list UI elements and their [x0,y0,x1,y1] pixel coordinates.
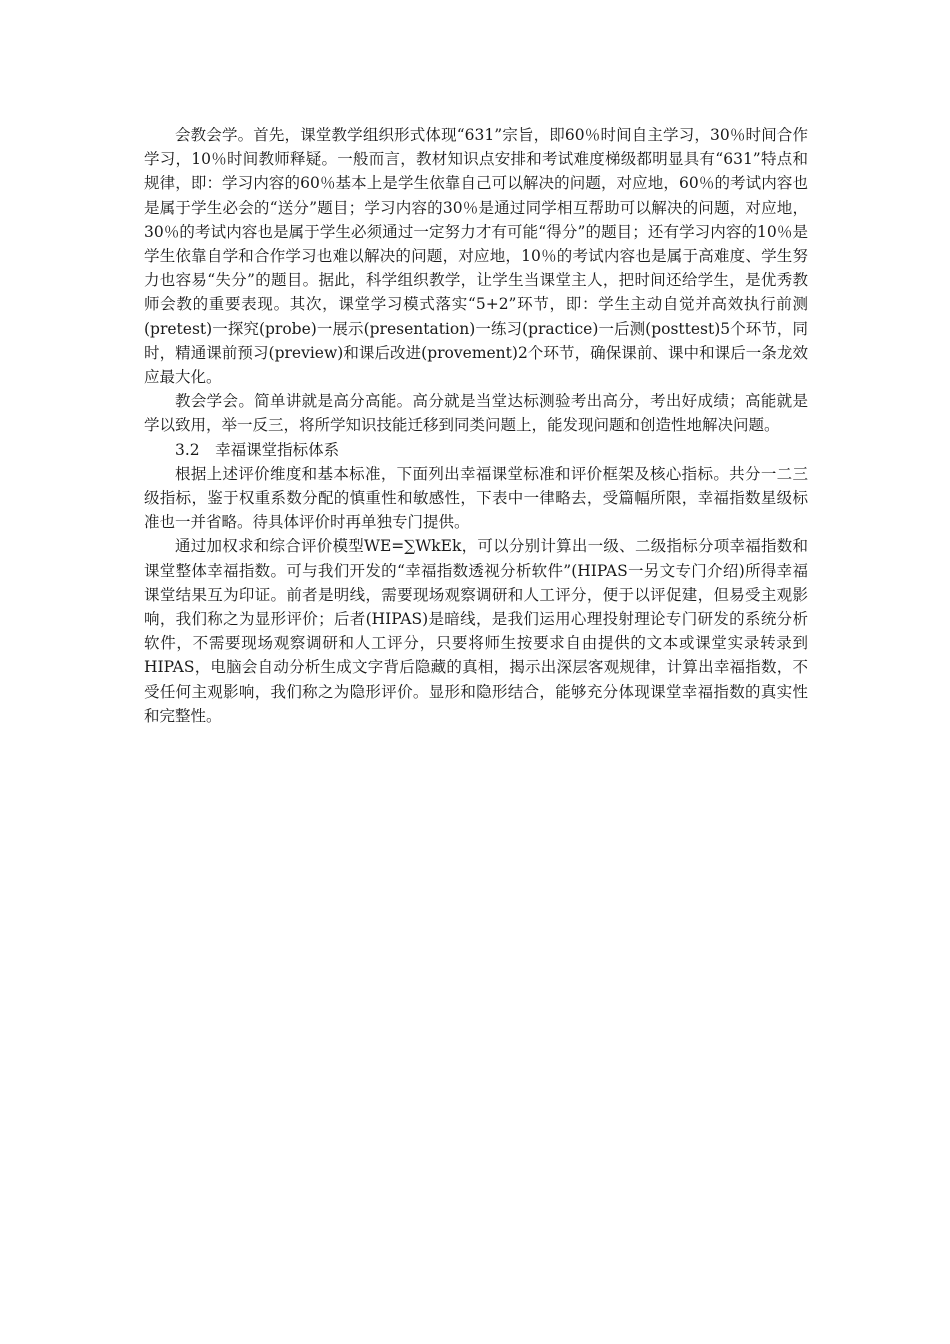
paragraph-indicator-framework: 根据上述评价维度和基本标准，下面列出幸福课堂标准和评价框架及核心指标。共分一二三级指标，鉴于权重系数分配的慎重性和敏感性，下表中一律略去，受篇幅所限，幸福指数星级标准也一并省略。待具体评价时再单独专门提供。 [144,464,808,532]
paragraph-teaching-methods: 会教会学。首先，课堂教学组织形式体现“631”宗旨，即60％时间自主学习，30％时间合作学习，10％时间教师释疑。一般而言，教材知识点安排和考试难度梯级都明显具有“631”特点和规律，即：学习内容的60％基本上是学生依靠自己可以解决的问题，对应地，60％的考试内容也是属于学生必会的“送分”题目；学习内容的30％是通过同学相互帮助可以解决的问题，对应地，30％的考试内容也是属于学生必须通过一定努力才有可能“得分”的题目；还有学习内容的10％是学生依靠自学和合作学习也难以解决的问题，对应地，10％的考试内容也是属于高难度、学生努力也容易“失分”的题目。据此，科学组织教学，让学生当课堂主人，把时间还给学生，是优秀教师会教的重要表现。其次，课堂学习模式落实“5+2”环节，即：学生主动自觉并高效执行前测(pretest)一探究(probe)一展示(presentation)一练习(practice)一后测(posttest)5个环节，同时，精通课前预习(preview)和课后改进(provement)2个环节，确保课前、课中和课后一条龙效应最大化。 [144,126,808,387]
section-title: 幸福课堂指标体系 [215,440,340,459]
section-heading [144,438,808,462]
paragraph-learning-outcomes: 教会学会。简单讲就是高分高能。高分就是当堂达标测验考出高分，考出好成绩；高能就是学以致用，举一反三，将所学知识技能迁移到同类问题上，能发现问题和创造性地解决问题。 [144,392,808,435]
document-body [144,123,808,728]
section-number: 3.2 [175,440,200,459]
paragraph-evaluation-model: 通过加权求和综合评价模型WE=∑WkEk，可以分别计算出一级、二级指标分项幸福指数和课堂整体幸福指数。可与我们开发的“幸福指数透视分析软件”(HIPAS一另文专门介绍)所得幸福课堂结果互为印证。前者是明线，需要现场观察调研和人工评分，便于以评促建，但易受主观影响，我们称之为显形评价；后者(HIPAS)是暗线，是我们运用心理投射理论专门研发的系统分析软件，不需要现场观察调研和人工评分，只要将师生按要求自由提供的文本或课堂实录转录到HIPAS，电脑会自动分析生成文字背后隐藏的真相，揭示出深层客观规律，计算出幸福指数，不受任何主观影响，我们称之为隐形评价。显形和隐形结合，能够充分体现课堂幸福指数的真实性和完整性。 [144,537,808,725]
